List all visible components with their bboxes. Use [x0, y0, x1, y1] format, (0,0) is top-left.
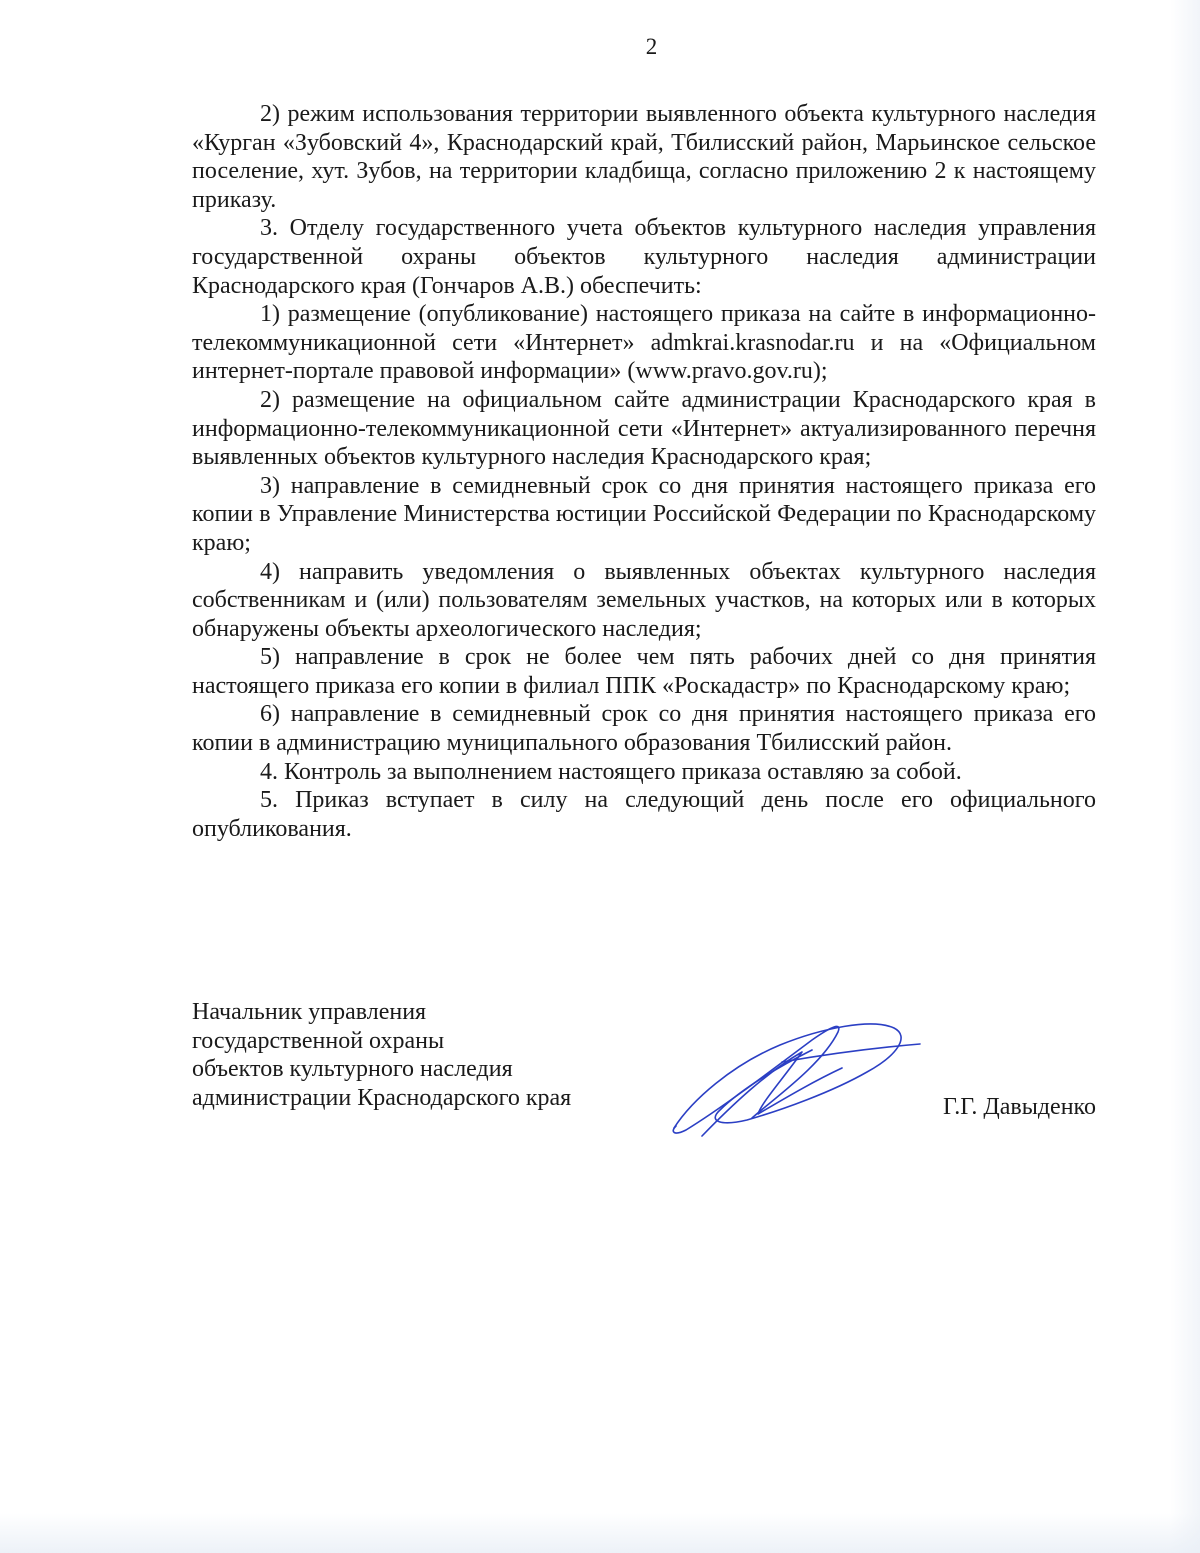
paragraph-section-5: 5. Приказ вступает в силу на следующий день после его официального опубликования. — [192, 787, 1096, 842]
paragraph-section-4: 4. Контроль за выполнением настоящего приказа оставляю за собой. — [260, 758, 962, 785]
paragraph-publication-item-6: 6) направление в семидневный срок со дня принятия настоящего приказа его копии в администрацию муниципального образования Тбилисский район. — [192, 701, 1096, 757]
scan-edge-shading — [1170, 0, 1200, 1553]
signer-position — [192, 998, 652, 1112]
signer-position-line: государственной охраны — [192, 1027, 445, 1054]
scan-bottom-shading — [0, 1513, 1200, 1553]
paragraph-publication-item-3: 3) направление в семидневный срок со дня принятия настоящего приказа его копии в Управление Министерства юстиции Российской Федерации по Краснодарскому краю; — [192, 472, 1096, 556]
signer-name: Г.Г. Давыденко — [943, 1094, 1096, 1120]
paragraph-publication-item-4: 4) направить уведомления о выявленных объектах культурного наследия собственникам и (или) пользователям земельных участков, на которых или в которых обнаружены объекты археологического наследия; — [192, 558, 1096, 642]
paragraph-publication-item-1: 1) размещение (опубликование) настоящего приказа на сайте в информационно-телекоммуникационной сети «Интернет» admkrai.krasnodar.ru и на «Официальном интернет-портале правовой информации» (www.pravo.gov.ru); — [192, 301, 1096, 385]
handwritten-signature — [662, 1010, 922, 1140]
signer-position-line: Начальник управления — [192, 999, 427, 1025]
paragraph-regime-item-2: 2) режим использования территории выявленного объекта культурного наследия «Курган «Зубовский 4», Краснодарский край, Тбилисский район, Марьинское сельское поселение, хут. Зубов, на территории кладбища, согласно приложению 2 к настоящему приказу. — [192, 101, 1096, 213]
signer-position-line: администрации Краснодарского края — [192, 1084, 572, 1111]
paragraph-section-3: 3. Отделу государственного учета объектов культурного наследия управления государственной охраны объектов культурного наследия администрации Краснодарского края (Гончаров А.В.) обеспечить: — [192, 215, 1096, 299]
document-body — [192, 100, 1096, 843]
paragraph-publication-item-2: 2) размещение на официальном сайте администрации Краснодарского края в информационно-телекоммуникационной сети «Интернет» актуализированного перечня выявленных объектов культурного наследия Краснодарского края; — [192, 386, 1096, 471]
signature-block — [192, 998, 1096, 1148]
page-number: 2 — [645, 34, 658, 59]
signer-position-line: объектов культурного наследия — [192, 1056, 513, 1083]
paragraph-publication-item-5: 5) направление в срок не более чем пять рабочих дней со дня принятия настоящего приказа его копии в филиал ППК «Роскадастр» по Краснодарскому краю; — [192, 644, 1096, 699]
